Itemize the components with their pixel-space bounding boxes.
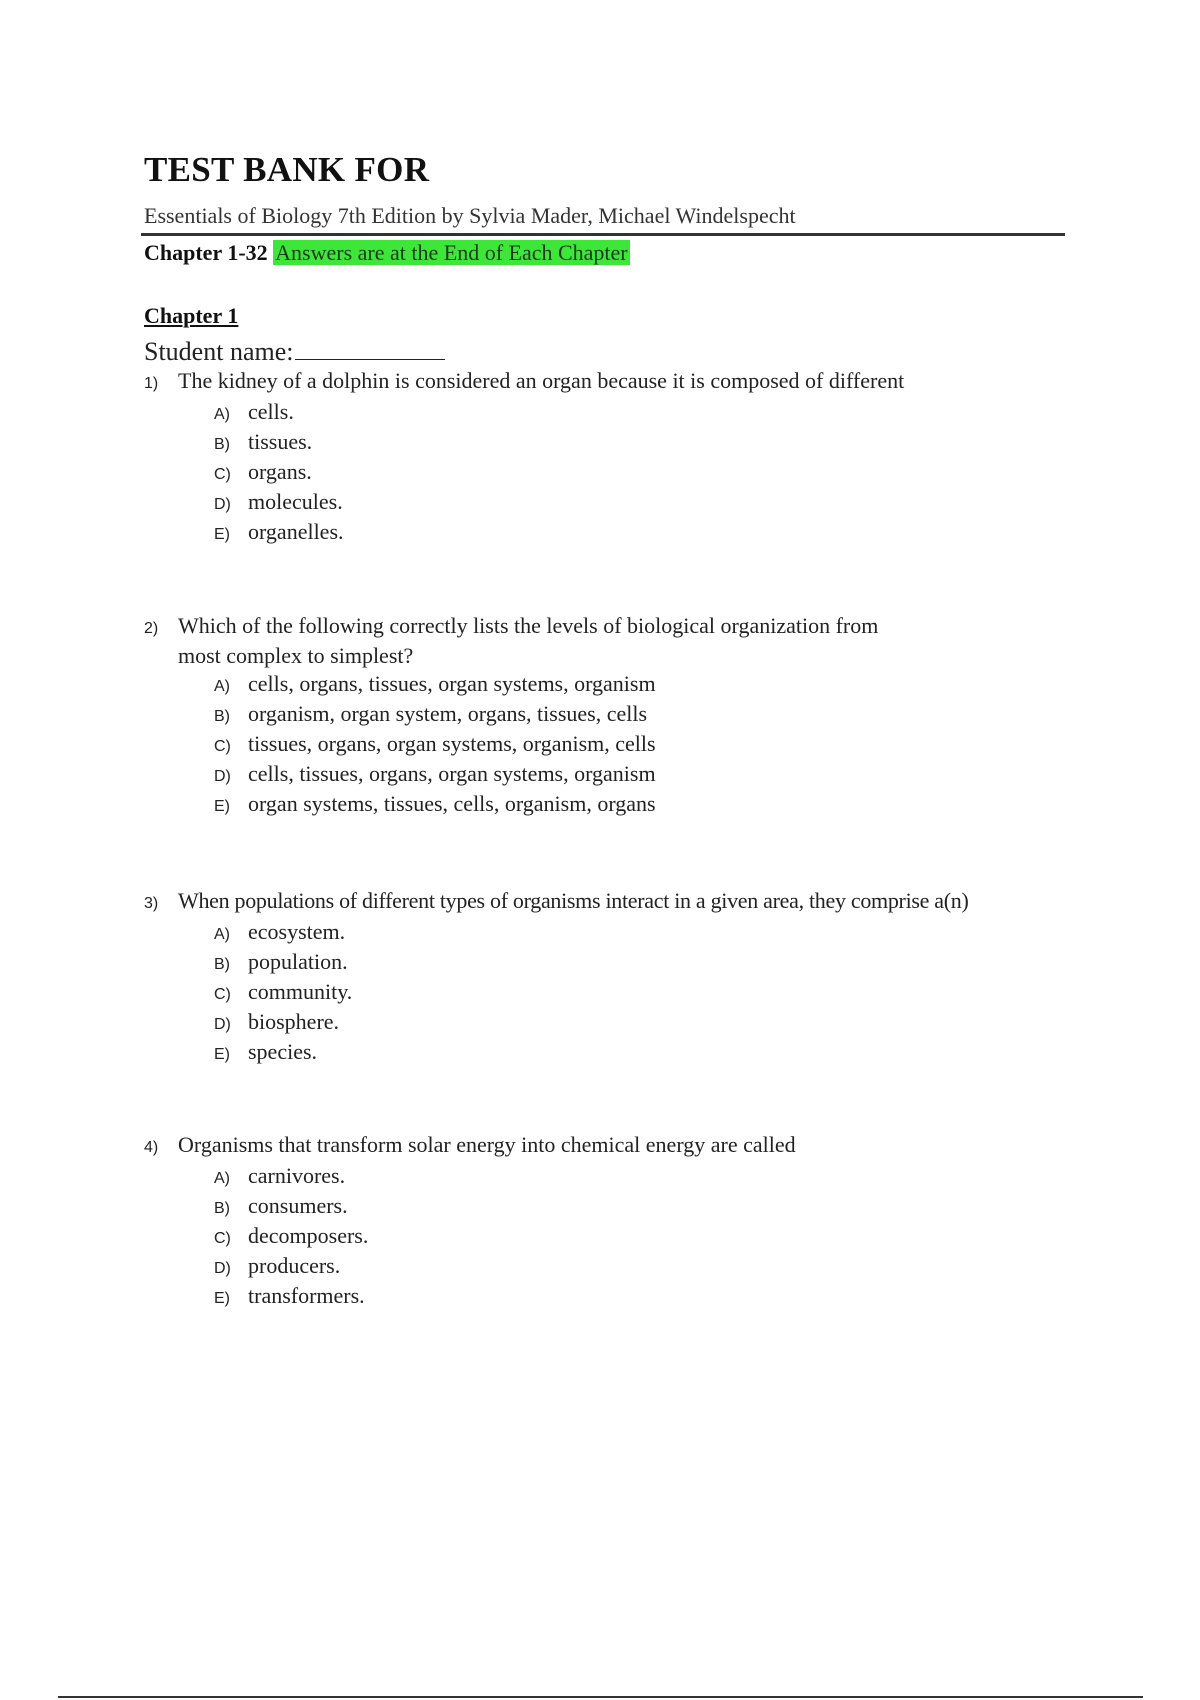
question-number: 3)	[144, 895, 159, 912]
choice-a[interactable]	[214, 1163, 1084, 1193]
footer-divider	[58, 1696, 1143, 1698]
question-number: 1)	[144, 375, 159, 392]
choice-list	[214, 1163, 1084, 1313]
choice-b[interactable]	[214, 1193, 1084, 1223]
choice-a[interactable]	[214, 399, 1084, 429]
choice-letter: B)	[214, 436, 230, 453]
choice-c[interactable]	[214, 731, 1084, 761]
choice-c[interactable]	[214, 1223, 1084, 1253]
choice-e[interactable]	[214, 791, 1084, 821]
choice-list	[214, 919, 1084, 1069]
choice-letter: B)	[214, 1200, 230, 1217]
choice-letter: D)	[214, 496, 231, 513]
choice-letter: E)	[214, 1046, 230, 1063]
choice-letter: B)	[214, 708, 230, 725]
choice-text: ecosystem.	[248, 919, 346, 944]
question-2	[144, 611, 1084, 821]
choice-a[interactable]	[214, 671, 1084, 701]
choice-letter: C)	[214, 738, 231, 755]
choice-d[interactable]	[214, 489, 1084, 519]
choice-letter: A)	[214, 678, 230, 695]
choice-text: molecules.	[248, 489, 343, 514]
choice-e[interactable]	[214, 1039, 1084, 1069]
answers-note-highlight: Answers are at the End of Each Chapter	[275, 240, 628, 265]
choice-text: tissues.	[248, 429, 313, 454]
choice-letter: E)	[214, 798, 230, 815]
choice-b[interactable]	[214, 429, 1084, 459]
choice-letter: D)	[214, 1016, 231, 1033]
question-text: When populations of different types of organisms interact in a given area, they comprise a(n)	[178, 888, 969, 913]
question-number: 4)	[144, 1139, 159, 1156]
choice-c[interactable]	[214, 459, 1084, 489]
choice-letter: C)	[214, 466, 231, 483]
question-text: Which of the following correctly lists the levels of biological organization from most complex to simplest?	[178, 613, 879, 668]
chapter-range-line	[144, 240, 630, 266]
choice-d[interactable]	[214, 761, 1084, 791]
choice-b[interactable]	[214, 949, 1084, 979]
question-4	[144, 1130, 1084, 1313]
choice-list	[214, 399, 1084, 549]
choice-letter: E)	[214, 1290, 230, 1307]
question-number: 2)	[144, 620, 159, 637]
question-text: Organisms that transform solar energy into chemical energy are called	[178, 1132, 796, 1157]
choice-text: organism, organ system, organs, tissues, cells	[248, 701, 648, 726]
choice-text: cells.	[248, 399, 294, 424]
choice-text: carnivores.	[248, 1163, 346, 1188]
choice-text: consumers.	[248, 1193, 348, 1218]
choice-letter: A)	[214, 1170, 230, 1187]
choice-letter: D)	[214, 768, 231, 785]
choice-text: population.	[248, 949, 348, 974]
choice-e[interactable]	[214, 1283, 1084, 1313]
choice-b[interactable]	[214, 701, 1084, 731]
student-name-label: Student name:	[144, 337, 294, 366]
chapter-range: Chapter 1-32	[144, 240, 268, 265]
choice-text: organelles.	[248, 519, 344, 544]
choice-text: organ systems, tissues, cells, organism, organs	[248, 791, 656, 816]
choice-c[interactable]	[214, 979, 1084, 1009]
question-3	[144, 886, 1084, 1069]
choice-d[interactable]	[214, 1253, 1084, 1283]
choice-e[interactable]	[214, 519, 1084, 549]
choice-text: organs.	[248, 459, 312, 484]
choice-text: tissues, organs, organ systems, organism, cells	[248, 731, 656, 756]
page-title: TEST BANK FOR	[144, 150, 430, 189]
choice-text: community.	[248, 979, 353, 1004]
student-name-blank[interactable]	[295, 335, 445, 360]
choice-text: decomposers.	[248, 1223, 369, 1248]
choice-letter: A)	[214, 406, 230, 423]
choice-letter: B)	[214, 956, 230, 973]
choice-text: cells, organs, tissues, organ systems, organism	[248, 671, 656, 696]
choice-a[interactable]	[214, 919, 1084, 949]
choice-text: producers.	[248, 1253, 341, 1278]
question-text: The kidney of a dolphin is considered an organ because it is composed of different	[178, 368, 905, 393]
book-subtitle: Essentials of Biology 7th Edition by Sylvia Mader, Michael Windelspecht	[144, 203, 796, 228]
choice-letter: A)	[214, 926, 230, 943]
question-1	[144, 366, 1084, 549]
choice-text: species.	[248, 1039, 318, 1064]
chapter-heading: Chapter 1	[144, 303, 239, 328]
choice-letter: D)	[214, 1260, 231, 1277]
choice-letter: C)	[214, 1230, 231, 1247]
student-name-line	[144, 335, 445, 367]
choice-text: cells, tissues, organs, organ systems, organism	[248, 761, 656, 786]
choice-text: transformers.	[248, 1283, 365, 1308]
header-divider	[141, 233, 1065, 236]
choice-list	[214, 671, 1084, 821]
choice-d[interactable]	[214, 1009, 1084, 1039]
choice-letter: E)	[214, 526, 230, 543]
choice-letter: C)	[214, 986, 231, 1003]
choice-text: biosphere.	[248, 1009, 340, 1034]
